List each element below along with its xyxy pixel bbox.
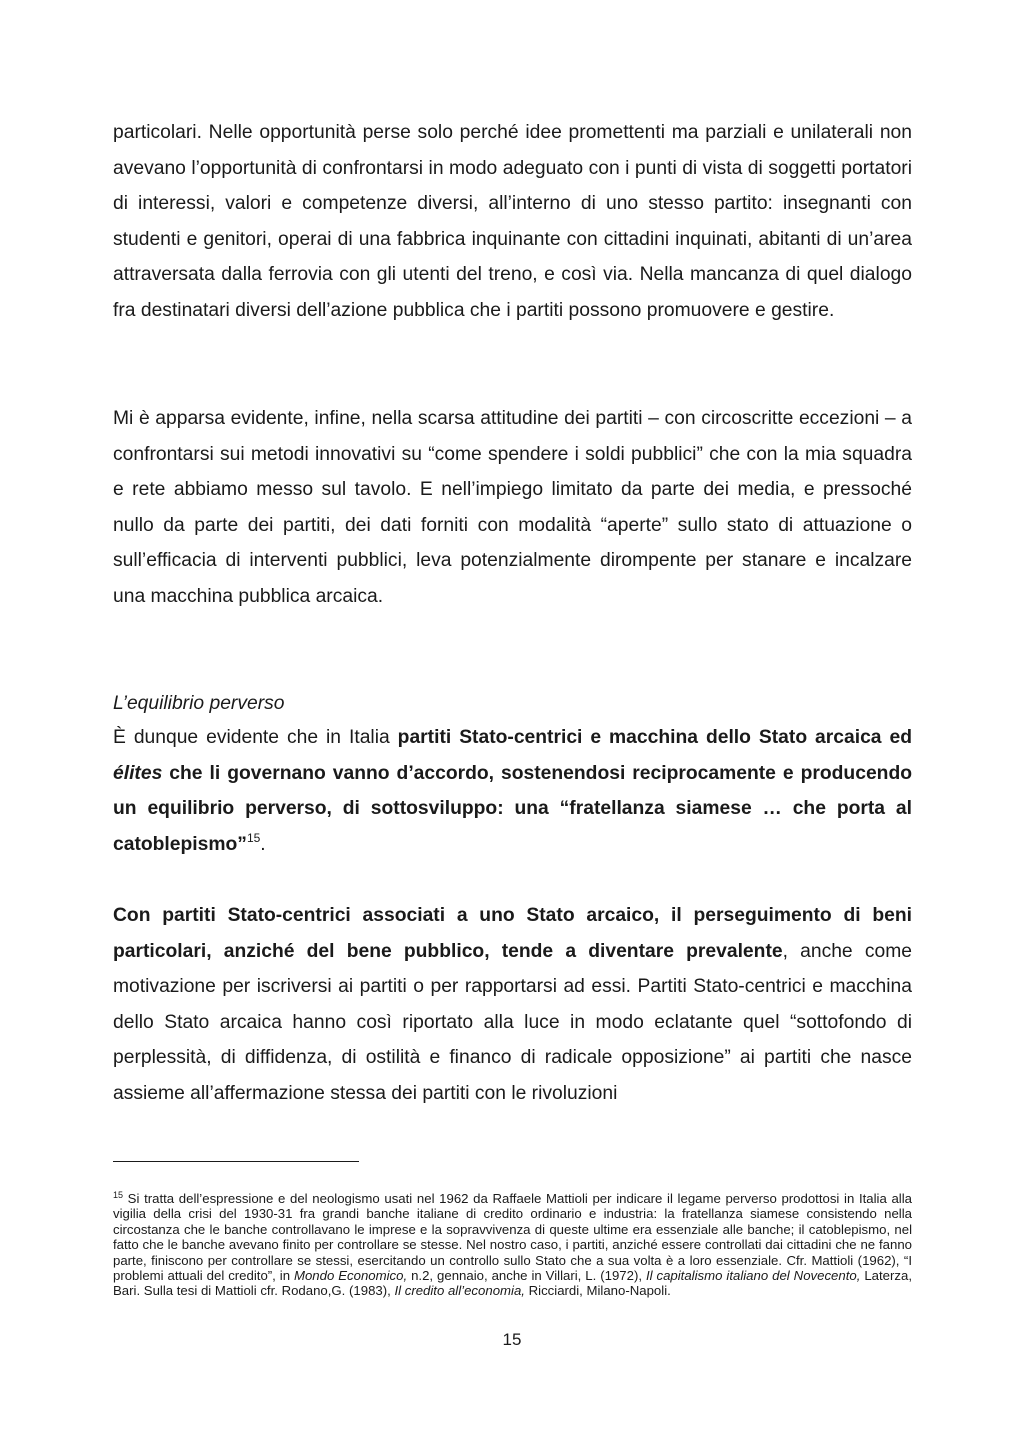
body-paragraph-3 [113,720,912,862]
section-heading: L’equilibrio perverso [113,693,285,714]
paragraph-3-intro: È dunque evidente che in Italia [113,727,398,748]
footnote-text-1: Si tratta dell’espressione e del neologismo usati nel 1962 da Raffaele Mattioli per indicare il legame perverso prodottosi in Italia alla vigilia della crisi del 1930-31 fra grandi banche italiane di credito ordinario e industria: la fratellanza siamese consistendo nella circostanza che le banche controllavano le imprese e la sopravvivenza di queste ultime era essenziale alle banche; il catoblepismo, nel fatto che le banche avevano finito per controllare se stesse. Nel nostro caso, i partiti, anziché essere controllati dai cittadini che ne fanno parte, finiscono per controllare se stessi, esercitando un controllo sullo Stato che a sua volta è a loro essenziale. Cfr. Mattioli (1962), “I problemi attuali del credito”, in [113,1191,912,1284]
footnote-book-2: Il credito all’economia, [394,1283,525,1299]
footnote-text-2: n.2, gennaio, anche in Villari, L. (1972), [407,1268,646,1284]
footnote-number: 15 [113,1190,124,1200]
footnote-journal: Mondo Economico, [293,1268,408,1284]
footnote-text-3: Laterza, Bari. Sulla tesi di Mattioli cfr. Rodano,G. (1983), [113,1268,912,1299]
footnote-separator [113,1161,359,1162]
paragraph-3-bold-italic: élites [113,762,163,784]
footnote-15 [113,1191,912,1299]
paragraph-4-bold: Con partiti Stato-centrici associati a uno Stato arcaico, il perseguimento di beni particolari, anziché del bene pubblico, tende a diventare prevalente [113,905,912,962]
paragraph-3-bold-1: partiti Stato-centrici e macchina dello Stato arcaica ed [397,727,912,748]
paragraph-4-rest: , anche come motivazione per iscriversi ai partiti o per rapportarsi ad essi. Partiti Stato-centrici e macchina dello Stato arcaica hanno così riportato alla luce in modo eclatante quel “sottofondo di perplessità, di diffidenza, di ostilità e financo di radicale opposizione” ai partiti che nasce assieme all’affermazione stessa dei partiti con le rivoluzioni [113,940,912,1104]
page-number: 15 [502,1330,522,1349]
footnote-reference[interactable]: 15 [246,830,261,845]
body-paragraph-1: particolari. Nelle opportunità perse solo perché idee promettenti ma parziali e unilaterali non avevano l’opportunità di confrontarsi in modo adeguato con i punti di vista di soggetti portatori di interessi, valori e competenze diversi, all’interno di uno stesso partito: insegnanti con studenti e genitori, operai di una fabbrica inquinante con cittadini inquinati, abitanti di un’area attraversata dalla ferrovia con gli utenti del treno, e così via. Nella mancanza di quel dialogo fra destinatari diversi dell’azione pubblica che i partiti possono promuovere e gestire. [113,122,912,321]
body-paragraph-2: Mi è apparsa evidente, infine, nella scarsa attitudine dei partiti – con circoscritte eccezioni – a confrontarsi sui metodi innovativi su “come spendere i soldi pubblici” che con la mia squadra e rete abbiamo messo sul tavolo. E nell’impiego limitato da parte dei media, e pressoché nullo da parte dei partiti, dei dati forniti con modalità “aperte” sullo stato di attuazione o sull’efficacia di interventi pubblici, leva potenzialmente dirompente per stanare e incalzare una macchina pubblica arcaica. [113,408,912,607]
body-paragraph-4 [113,898,912,1112]
footnote-book-1: Il capitalismo italiano del Novecento, [645,1268,861,1284]
footnote-text-4: Ricciardi, Milano-Napoli. [524,1283,671,1299]
paragraph-3-bold-2: che li governano vanno d’accordo, sostenendosi reciprocamente e producendo un equilibrio perverso, di sottosviluppo: una “fratellanza siamese … che porta al catoblepismo” [113,762,912,855]
paragraph-3-end: . [260,833,266,855]
